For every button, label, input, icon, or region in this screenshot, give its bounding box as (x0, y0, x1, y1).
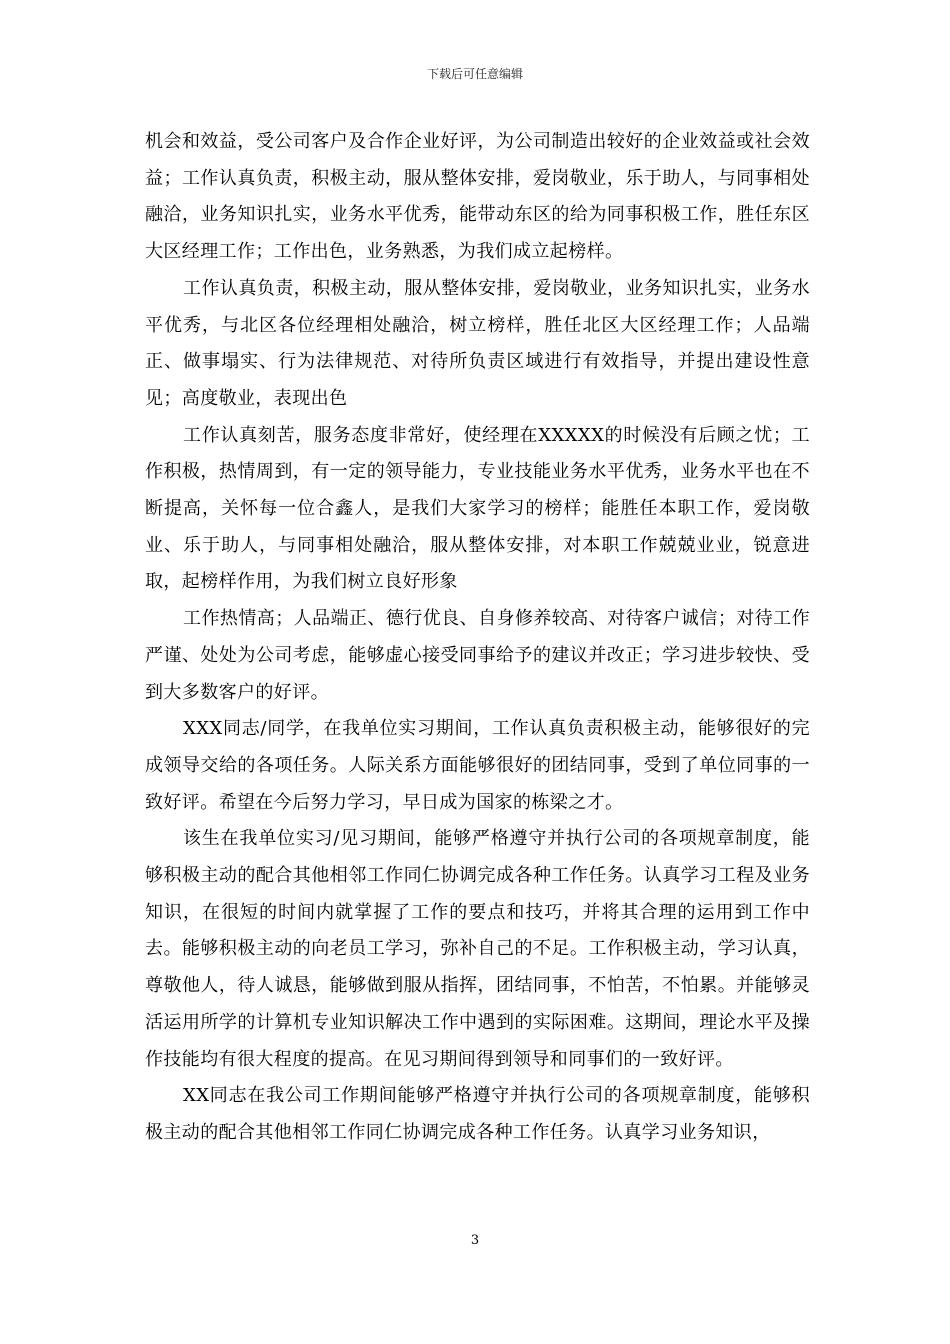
paragraph-continuation: 机会和效益，受公司客户及合作企业好评，为公司制造出较好的企业效益或社会效益；工作认真负责，积极主动，服从整体安排，爱岗敬业，乐于助人，与同事相处融洽，业务知识扎实，业务水平优秀，能带动东区的给为同事积极工作，胜任东区大区经理工作；工作出色，业务熟悉，为我们成立起榜样。 (145, 131, 810, 263)
paragraph-xx-comrade: XX同志在我公司工作期间能够严格遵守并执行公司的各项规章制度，能够积极主动的配合其他相邻工作同仁协调完成各种工作任务。认真学习业务知识， (145, 1085, 810, 1143)
paragraph-diligent-work: 工作认真刻苦，服务态度非常好，使经理在XXXXX的时候没有后顾之忧；工作积极，热情周到，有一定的领导能力，专业技能业务水平优秀，业务水平也在不断提高，关怀每一位合鑫人，是我们大家学习的榜样；能胜任本职工作，爱岗敬业、乐于助人，与同事相处融洽，服从整体安排，对本职工作兢兢业业，锐意进取，起榜样作用，为我们树立良好形象 (145, 424, 810, 593)
paragraph-student-evaluation: 该生在我单位实习/见习期间，能够严格遵守并执行公司的各项规章制度，能够积极主动的配合其他相邻工作同仁协调完成各种工作任务。认真学习工程及业务知识，在很短的时间内就掌握了工作的要点和技巧，并将其合理的运用到工作中去。能够积极主动的向老员工学习，弥补自己的不足。工作积极主动，学习认真，尊敬他人，待人诚恳，能够做到服从指挥，团结同事，不怕苦，不怕累。并能够灵活运用所学的计算机专业知识解决工作中遇到的实际困难。这期间，理论水平及操作技能均有很大程度的提高。在见习期间得到领导和同事们的一致好评。 (145, 828, 810, 1070)
document-body (145, 124, 810, 1152)
page-header: 下载后可任意编辑 (426, 67, 523, 81)
page-number: 3 (470, 1233, 480, 1248)
paragraph-enthusiasm: 工作热情高；人品端正、德行优良、自身修养较高、对待客户诚信；对待工作严谨、处处为公司考虑，能够虚心接受同事给予的建议并改正；学习进步较快、受到大多数客户的好评。 (145, 608, 810, 703)
paragraph-north-region: 工作认真负责，积极主动，服从整体安排，爱岗敬业，业务知识扎实，业务水平优秀，与北区各位经理相处融洽，树立榜样，胜任北区大区经理工作；人品端正、做事塌实、行为法律规范、对待所负责区域进行有效指导，并提出建设性意见；高度敬业，表现出色 (145, 277, 810, 409)
paragraph-intern-comment: XXX同志/同学，在我单位实习期间，工作认真负责积极主动，能够很好的完成领导交给的各项任务。人际关系方面能够很好的团结同事，受到了单位同事的一致好评。希望在今后努力学习，早日成为国家的栋梁之才。 (145, 718, 810, 813)
